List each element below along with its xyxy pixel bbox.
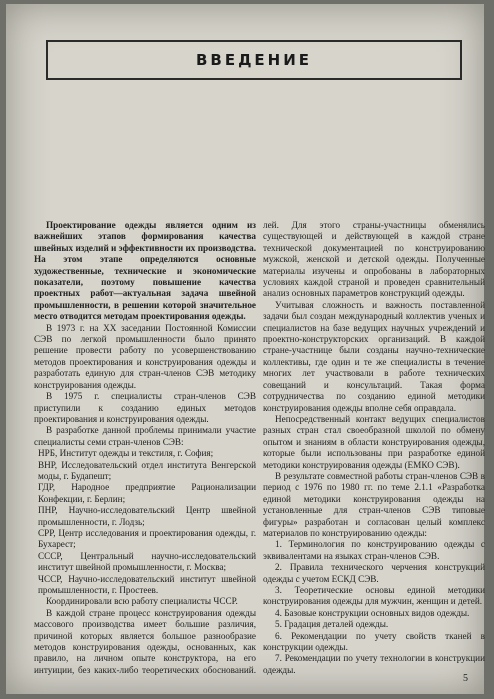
chapter-title: ВВЕДЕНИЕ: [195, 51, 313, 69]
list-item: 4. Базовые конструкции основных видов одежды.: [275, 607, 470, 618]
book-page: [6, 4, 484, 694]
paragraph: В 1975 г. специалисты стран-членов СЭВ приступили к созданию единых методов проектирования и конструирования одежды.: [34, 391, 256, 424]
paragraph: Координировали всю работу специалисты ЧССР.: [46, 596, 238, 607]
right-column: [263, 220, 485, 675]
paragraph: В каждой стране процесс конструирования одежды массового производства имеет большие различия, причиной которых является большое разнообразие методов конструирования одежды, основанных, как правило, на личном опыте конструктора, на его интуиции, без каких-либо теоретических обоснований.: [34, 607, 256, 675]
list-item: СРР, Центр исследования и проектирования одежды, г. Бухарест;: [38, 527, 256, 550]
paragraph: В разработке данной проблемы принимали участие специалисты семи стран-членов СЭВ:: [34, 425, 256, 447]
list-item: ЧССР, Научно-исследовательский институт швейной промышленности, г. Простеев.: [38, 573, 256, 595]
list-item: ВНР, Исследовательский отдел института Венгерской моды, г. Будапешт;: [38, 459, 256, 481]
list-item: 5. Градация деталей одежды.: [275, 619, 389, 630]
list-item: ГДР, Народное предприятие Рационализации Конфекции, г. Берлин;: [38, 482, 256, 504]
list-item: НРБ, Институт одежды и текстиля, г. София;: [38, 448, 214, 459]
paragraph: В 1973 г. на XX заседании Постоянной Комиссии СЭВ по легкой промышленности было принято решение провести работу по усовершенствованию методов проектирования и конструирования одежды и разработать единую для стран-членов СЭВ методику конструирования одежды.: [34, 322, 256, 390]
list-item: 6. Рекомендации по учету свойств тканей в конструкции одежды.: [263, 630, 485, 653]
page-number: 5: [463, 673, 468, 684]
list-item: 2. Правила технического черчения конструкций одежды с учетом ЕСКД СЭВ.: [263, 562, 485, 584]
chapter-header-frame: [46, 40, 462, 80]
paragraph: Проектирование одежды является одним из важнейших этапов формирования качества швейных изделий и эффективности их производства. На этом этапе определяются основные художественные, технические и экономические показатели, поэтому повышение качества проектных работ—актуальная задача швейной промышленности, в решении которой значительное место отводится методам проектирования одежды.: [34, 220, 256, 322]
paragraph: лей. Для этого страны-участницы обменялись существующей и действующей в каждой стране технической документацией по конструированию мужской, женской и детской одежды. Полученные материалы изучены и опробованы в лабораторных условиях каждой страной и проведен сравнительный анализ основных параметров конструкций одежды.: [263, 220, 485, 299]
list-item: 7. Рекомендации по учету технологии в конструкции одежды.: [263, 653, 485, 675]
list-item: 3. Теоретические основы единой методики конструирования одежды для мужчин, женщин и детей.: [263, 585, 485, 607]
paragraph: Непосредственный контакт ведущих специалистов разных стран стал своеобразной школой по обмену опытом и знаниям в области конструирования одежды, которые были использованы при разработке единой методики конструирования одежды (ЕМКО СЭВ).: [263, 413, 485, 470]
paragraph: Учитывая сложность и важность поставленной задачи был создан международный коллектив ученых и специалистов на базе ведущих научных учреждений и проектно-конструкторских организаций. В каждой стране-участнице были созданы научно-технические коллективы, где один и те же специалисты в течение многих лет участвовали в работе технических совещаний и консультаций. Такая форма сотрудничества по созданию единой методики конструирования одежды вполне себя оправдала.: [263, 299, 485, 413]
list-item: СССР, Центральный научно-исследовательский институт швейной промышленности, г. Москва;: [38, 550, 256, 573]
left-column: [34, 220, 256, 675]
paragraph: В результате совместной работы стран-членов СЭВ в период с 1976 по 1980 гг. по теме 2.1.1 «Разработка единой методики конструирования одежды на установленные для стран-членов СЭВ типовые фигуры» разработан и согласован целый комплекс материалов по конструированию одежды:: [263, 470, 485, 538]
list-item: 1. Терминология по конструированию одежды с эквивалентами на языках стран-членов СЭВ.: [263, 539, 485, 561]
list-item: ПНР, Научно-исследовательский Центр швейной промышленности, г. Лодзь;: [38, 505, 256, 527]
